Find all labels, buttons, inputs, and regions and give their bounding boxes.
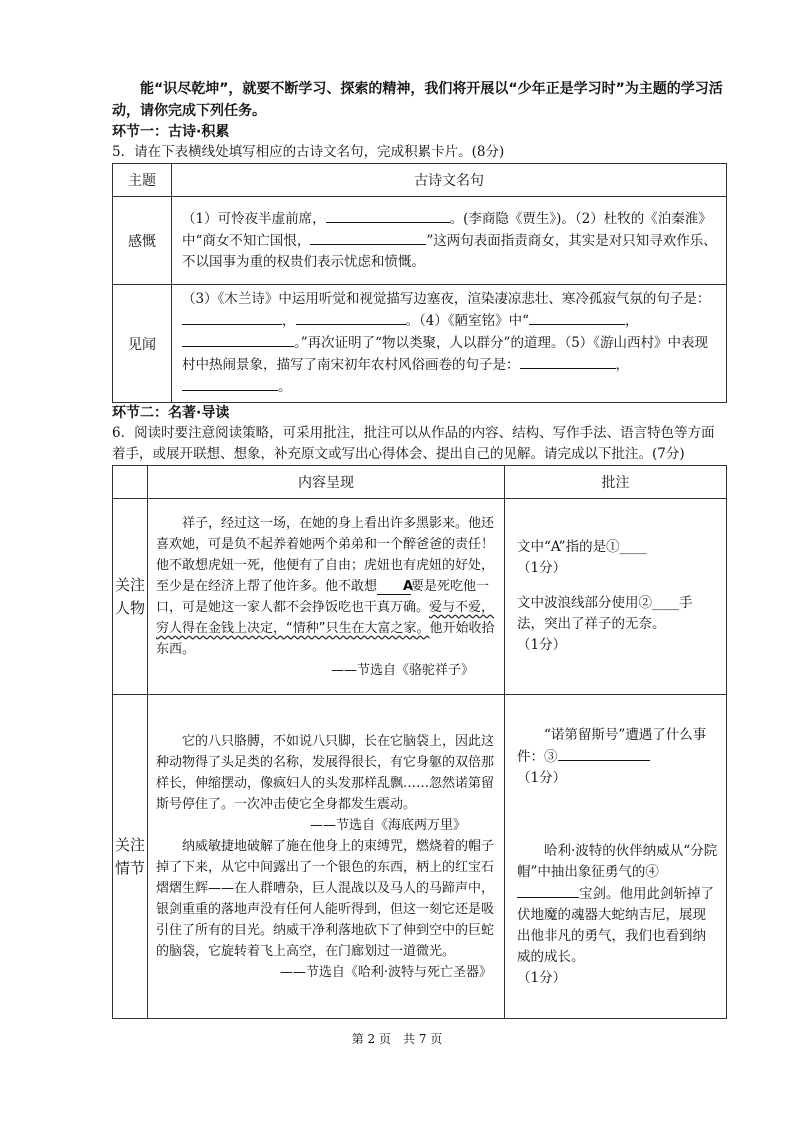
theme-cell: 关注情节 xyxy=(113,695,148,1019)
answer-blank[interactable] xyxy=(310,230,426,245)
excerpt-text: 它的八只胳膊，不如说八只脚，长在它脑袋上，因此这种动物得了头足类的名称，发展得很长，有它身躯的双倍那样长，伸缩摆动，像疯妇人的头发那样乱飘……忽然诺第留斯号停住了。一次冲击使它全身都发生震动。 xyxy=(156,733,495,812)
header-theme: 主题 xyxy=(113,164,172,197)
text-run: （3）《木兰诗》中运用听觉和视觉描写边塞夜，渲染凄凉悲壮、寒冷孤寂气氛的句子是： xyxy=(182,291,711,307)
note-score: （1分） xyxy=(517,560,567,576)
note-score: （1分） xyxy=(517,637,567,653)
answer-blank[interactable] xyxy=(520,354,616,369)
answer-blank[interactable] xyxy=(182,332,294,347)
note-text xyxy=(517,725,718,768)
exam-page xyxy=(112,78,727,1019)
table-row xyxy=(113,499,727,695)
text-run: 要是死吃他一口，可是她这一家人都不会挣饭吃也干真万确。 xyxy=(156,578,490,615)
notes-cell xyxy=(505,695,727,1019)
note-text: 文中“A”指的是①____ xyxy=(517,539,647,555)
content-cell xyxy=(148,695,505,1019)
excerpt-source: ——节选自《骆驼祥子》 xyxy=(330,662,474,678)
theme-cell: 见闻 xyxy=(113,285,172,403)
section2-title: 环节二：名著·导读 xyxy=(112,405,230,421)
header-empty xyxy=(113,466,148,499)
excerpt-text xyxy=(156,513,496,660)
poetry-cell xyxy=(172,197,727,285)
table-row xyxy=(113,197,727,285)
excerpt-text: 纳威敏捷地破解了施在他身上的束缚咒，燃烧着的帽子掉了下来，从它中间露出了一个银色的东西，柄上的红宝石熠熠生辉——在人群嘈杂，巨人混战以及马人的马蹄声中，银剑重重的落地声没有任何人能听得到，但这一刻它还是吸引住了所有的目光。纳威干净利落地砍下了伸到空中的巨蛇的脑袋，它旋转着飞上高空，在门廊划过一道微光。 xyxy=(156,838,495,959)
poetry-table xyxy=(112,163,727,403)
text-run: 。（4）《陋室铭》中“ xyxy=(405,313,529,329)
text-run: 宝剑。他用此剑斩掉了伏地魔的魂器大蛇纳吉尼，展现出他非凡的勇气，我们也看到纳威的成长。 xyxy=(517,885,714,965)
text-run: 。”再次证明了“物以类聚，人以群分”的道理。（5）《游山西村》中表现村中热闹景象，描写了南宋初年农村风俗画卷的句子是： xyxy=(182,335,709,373)
table-header-row xyxy=(113,466,727,499)
note-text: 文中波浪线部分使用②____手法，突出了祥子的无奈。 xyxy=(517,595,693,632)
answer-blank[interactable] xyxy=(529,310,625,325)
answer-blank[interactable] xyxy=(296,310,406,325)
text-run: “诺第留斯号”遭遇了什么事件：③ xyxy=(517,726,707,765)
section1-title: 环节一：古诗·积累 xyxy=(112,124,230,140)
question-5: 5．请在下表横线处填写相应的古诗文名句，完成积累卡片。(8分) xyxy=(112,144,505,160)
text-run: ”这两句表面指责商女，其实是对只知寻欢作乐、不以国事为重的权贵们表示忧虑和愤慨。 xyxy=(182,233,717,270)
excerpt-source: ——节选自《海底两万里》 xyxy=(309,817,466,833)
note-score: （1分） xyxy=(517,969,567,986)
question-6: 6．阅读时要注意阅读策略，可采用批注，批注可以从作品的内容、结构、写作手法、语言特色等方面着手，或展开联想、想象，补充原文或写出心得体会、提出自己的见解。请完成以下批注。(7分) xyxy=(112,425,715,462)
answer-blank[interactable] xyxy=(182,376,278,391)
header-notes: 批注 xyxy=(505,466,727,499)
text-run: 祥子，经过这一场，在她的身上看出许多黑影来。他还喜欢她，可是负不起养着她两个弟弟和一个醉爸爸的责任！他不敢想虎妞一死，他便有了自由；虎妞也有虎妞的好处，至少是在经济上帮了他许多。他不敢想 xyxy=(156,515,495,594)
text-run: 。 xyxy=(278,379,292,395)
text-run: 哈利·波特的伙伴纳威从“分院帽”中抽出象征勇气的④ xyxy=(517,842,718,880)
notes-cell xyxy=(505,499,727,695)
answer-blank[interactable] xyxy=(326,208,450,223)
excerpt-source: ——节选自《哈利·波特与死亡圣器》 xyxy=(279,964,492,980)
answer-blank[interactable] xyxy=(558,746,650,761)
text-run: ， xyxy=(615,357,629,373)
text-run: 他开始收拾东西。 xyxy=(156,620,495,657)
reading-table xyxy=(112,465,727,1019)
wavy-underlined-text: 爱与不爱，穷人得在金钱上决定，“情种”只生在大富之家。 xyxy=(156,599,495,636)
text-run: ， xyxy=(282,313,296,329)
header-content: 内容呈现 xyxy=(148,466,505,499)
answer-blank[interactable] xyxy=(182,310,282,325)
note-score: （1分） xyxy=(517,769,567,786)
header-poetry: 古诗文名句 xyxy=(172,164,727,197)
mark-a: A xyxy=(377,579,411,595)
text-run: 。(李商隐《贾生》)。（2）杜牧的《泊秦淮》中“商女不知亡国恨， xyxy=(182,211,712,249)
text-run: （1）可怜夜半虚前席， xyxy=(182,211,326,227)
page-footer: 第 2 页 共 7 页 xyxy=(351,1032,443,1046)
answer-blank[interactable] xyxy=(517,883,579,898)
table-header-row xyxy=(113,164,727,197)
table-row xyxy=(113,695,727,1019)
text-run: ， xyxy=(625,313,639,329)
theme-cell: 关注人物 xyxy=(113,499,148,695)
note-text xyxy=(517,841,718,968)
poetry-cell xyxy=(172,285,727,403)
table-row xyxy=(113,285,727,403)
theme-cell: 感慨 xyxy=(113,197,172,285)
content-cell xyxy=(148,499,505,695)
intro-text: 能“识尽乾坤”，就要不断学习、探索的精神，我们将开展以“少年正是学习时”为主题的学习活动，请你完成下列任务。 xyxy=(112,81,723,119)
